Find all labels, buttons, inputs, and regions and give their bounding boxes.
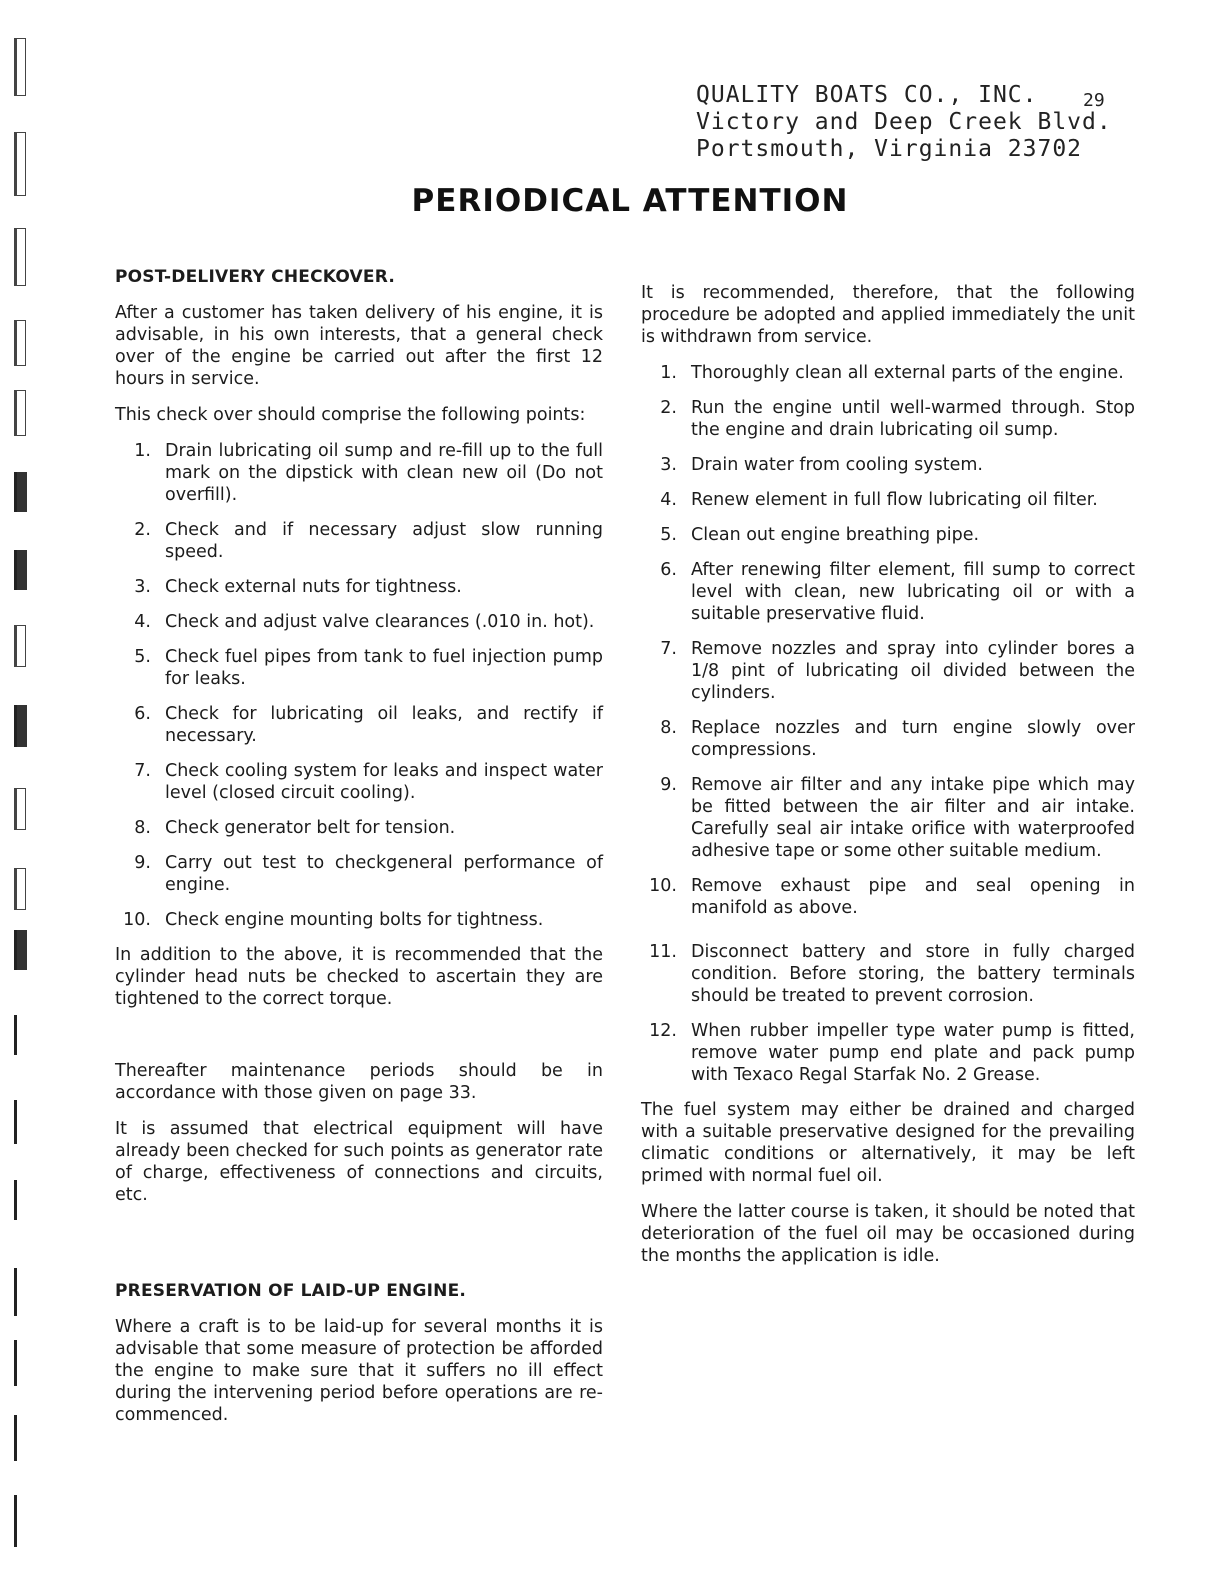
address-line-1: Victory and Deep Creek Blvd. <box>696 109 1112 135</box>
list-item <box>641 1020 1135 1086</box>
list-item <box>115 440 603 506</box>
list-item-text: Disconnect battery and store in fully charged condition. Before storing, the battery terminals should be treated to prevent corrosion. <box>691 942 1135 1006</box>
list-item <box>115 611 603 633</box>
checkover-list <box>115 440 603 931</box>
list-item-text: Carry out test to checkgeneral performance of engine. <box>165 853 603 895</box>
page-title: PERIODICAL ATTENTION <box>411 183 849 219</box>
list-item-number: 7. <box>660 639 677 659</box>
list-item-number: 10. <box>649 876 677 896</box>
binding-mark <box>14 625 26 667</box>
list-item <box>641 489 1135 511</box>
list-item-number: 1. <box>134 441 151 461</box>
post-delivery-intro: After a customer has taken delivery of his engine, it is advisable, in his own interests, that a general check over of the engine be carried out after the first 12 hours in service. <box>115 303 603 389</box>
right-column <box>641 282 1135 1281</box>
binding-mark <box>14 1268 27 1316</box>
list-item <box>641 397 1135 441</box>
list-item <box>115 519 603 563</box>
list-item-text: Check and adjust valve clearances (.010 in. hot). <box>165 612 595 632</box>
list-item <box>115 909 603 931</box>
list-item-number: 10. <box>123 910 151 930</box>
binding-mark <box>14 868 26 910</box>
list-item <box>115 703 603 747</box>
list-item-text: Drain lubricating oil sump and re-fill up to the full mark on the dipstick with clean new oil (Do not overfill). <box>165 441 603 505</box>
binding-mark <box>14 1415 27 1461</box>
list-item-text: Check and if necessary adjust slow running speed. <box>165 520 603 562</box>
binding-mark <box>14 1015 27 1055</box>
list-item-text: Check for lubricating oil leaks, and rectify if necessary. <box>165 704 603 746</box>
binding-mark <box>14 472 27 512</box>
binding-mark <box>14 1495 27 1547</box>
latter-course-paragraph: Where the latter course is taken, it should be noted that deterioration of the fuel oil may be occasioned during the months the application is idle. <box>641 1202 1135 1266</box>
binding-mark <box>14 1340 27 1386</box>
list-item <box>115 817 603 839</box>
list-item-text: Check fuel pipes from tank to fuel injection pump for leaks. <box>165 647 603 689</box>
left-column <box>115 266 603 1440</box>
list-item-text: Run the engine until well-warmed through. Stop the engine and drain lubricating oil sump. <box>691 398 1135 440</box>
binding-margin <box>6 20 36 1560</box>
list-item-text: Check cooling system for leaks and inspect water level (closed circuit cooling). <box>165 761 603 803</box>
list-item-number: 6. <box>660 560 677 580</box>
list-item <box>641 362 1135 384</box>
list-item-number: 4. <box>134 612 151 632</box>
addition-paragraph: In addition to the above, it is recommended that the cylinder head nuts be checked to ascertain they are tightened to the correct torque. <box>115 945 603 1009</box>
list-item-number: 3. <box>134 577 151 597</box>
list-item-number: 8. <box>660 718 677 738</box>
binding-mark <box>14 390 26 436</box>
list-item-number: 9. <box>660 775 677 795</box>
company-name: QUALITY BOATS CO., INC. <box>696 82 1038 108</box>
list-item-text: Check external nuts for tightness. <box>165 577 462 597</box>
list-item-text: Remove air filter and any intake pipe which may be fitted between the air filter and air intake. Carefully seal air intake orifice with waterproofed adhesive tape or some other suitable medium. <box>691 775 1135 861</box>
list-item <box>641 941 1135 1007</box>
list-item-number: 7. <box>134 761 151 781</box>
list-item <box>115 646 603 690</box>
list-item-text: Replace nozzles and turn engine slowly over compressions. <box>691 718 1135 760</box>
check-intro: This check over should comprise the following points: <box>115 405 586 425</box>
list-item <box>641 559 1135 625</box>
fuel-system-paragraph: The fuel system may either be drained and charged with a suitable preservative designed for the prevailing climatic conditions or alternatively, it may be left primed with normal fuel oil. <box>641 1100 1135 1186</box>
binding-mark <box>14 550 27 590</box>
list-item-number: 9. <box>134 853 151 873</box>
list-item <box>641 717 1135 761</box>
preservation-heading: PRESERVATION OF LAID-UP ENGINE. <box>115 1281 467 1301</box>
list-item-number: 6. <box>134 704 151 724</box>
list-item-text: Check generator belt for tension. <box>165 818 456 838</box>
binding-mark <box>14 1180 27 1220</box>
list-item <box>641 638 1135 704</box>
post-delivery-heading: POST-DELIVERY CHECKOVER. <box>115 267 395 287</box>
binding-mark <box>14 930 27 970</box>
list-item-number: 4. <box>660 490 677 510</box>
electrical-paragraph: It is assumed that electrical equipment will have already been checked for such points as generator rate of charge, effectiveness of connections and circuits, etc. <box>115 1119 603 1205</box>
list-item-number: 12. <box>649 1021 677 1041</box>
list-item-text: Check engine mounting bolts for tightness. <box>165 910 544 930</box>
list-item <box>641 524 1135 546</box>
list-item-text: Drain water from cooling system. <box>691 455 983 475</box>
procedure-list <box>641 362 1135 1086</box>
binding-mark <box>14 320 26 366</box>
list-item-number: 5. <box>134 647 151 667</box>
list-item-text: Remove nozzles and spray into cylinder bores a 1/8 pint of lubricating oil divided between the cylinders. <box>691 639 1135 703</box>
company-address-stamp <box>696 82 1112 163</box>
maintenance-paragraph: Thereafter maintenance periods should be in accordance with those given on page 33. <box>115 1061 603 1103</box>
list-item <box>641 454 1135 476</box>
list-item-number: 11. <box>649 942 677 962</box>
list-item-number: 1. <box>660 363 677 383</box>
list-item-text: Thoroughly clean all external parts of the engine. <box>691 363 1124 383</box>
list-item <box>115 852 603 896</box>
list-item-number: 5. <box>660 525 677 545</box>
list-item-number: 8. <box>134 818 151 838</box>
page-number: 29 <box>1083 90 1105 111</box>
binding-mark <box>14 705 27 747</box>
list-item <box>641 774 1135 862</box>
address-line-2: Portsmouth, Virginia 23702 <box>696 136 1083 162</box>
binding-mark <box>14 1100 27 1144</box>
list-item-number: 3. <box>660 455 677 475</box>
list-item <box>115 760 603 804</box>
list-item <box>641 875 1135 919</box>
list-item-text: Renew element in full flow lubricating oil filter. <box>691 490 1098 510</box>
procedure-intro: It is recommended, therefore, that the following procedure be adopted and applied immediately the unit is withdrawn from service. <box>641 283 1135 347</box>
list-item-text: Clean out engine breathing pipe. <box>691 525 980 545</box>
binding-mark <box>14 38 26 96</box>
binding-mark <box>14 228 26 286</box>
list-item-number: 2. <box>134 520 151 540</box>
list-item <box>115 576 603 598</box>
preservation-intro: Where a craft is to be laid-up for several months it is advisable that some measure of protection be afforded the engine to make sure that it suffers no ill effect during the intervening period before operations are re-commenced. <box>115 1317 603 1425</box>
binding-mark <box>14 788 26 830</box>
list-item-text: When rubber impeller type water pump is fitted, remove water pump end plate and pack pump with Texaco Regal Starfak No. 2 Grease. <box>691 1021 1135 1085</box>
list-item-text: After renewing filter element, fill sump to correct level with clean, new lubricating oil or with a suitable preservative fluid. <box>691 560 1135 624</box>
list-item-text: Remove exhaust pipe and seal opening in manifold as above. <box>691 876 1135 918</box>
list-item-number: 2. <box>660 398 677 418</box>
